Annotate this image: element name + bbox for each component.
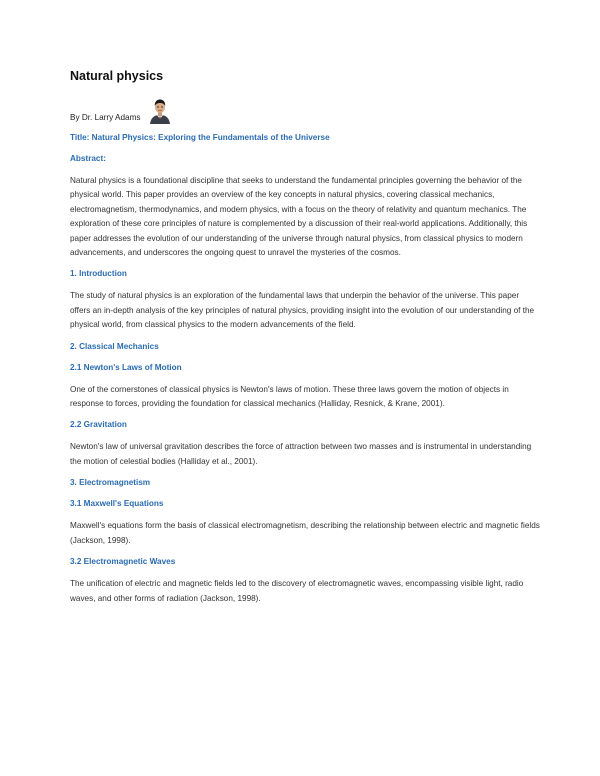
section-text-newtons-laws: One of the cornerstones of classical physics is Newton's laws of motion. These three laws govern the motion of objects in response to forces, providing the foundation for classical mechanics (Halliday, Resnick, & Krane, 2001). — [70, 384, 509, 409]
section-heading-electromagnetic-waves: 3.2 Electromagnetic Waves — [70, 557, 176, 567]
section-heading-newtons-laws: 2.1 Newton's Laws of Motion — [70, 362, 182, 372]
author-name: By Dr. Larry Adams — [70, 113, 141, 122]
paper-title: Title: Natural Physics: Exploring the Fundamentals of the Universe — [70, 133, 330, 142]
section-heading-electromagnetism: 3. Electromagnetism — [70, 478, 151, 488]
section-text-maxwells-equations: Maxwell's equations form the basis of classical electromagnetism, describing the relationship between electric and magnetic fields (Jackson, 1998). — [70, 521, 540, 545]
section-heading-classical-mechanics: 2. Classical Mechanics — [70, 341, 159, 351]
document-title: Natural physics — [70, 69, 164, 83]
author-avatar — [149, 98, 171, 124]
section-heading-gravitation: 2.2 Gravitation — [70, 420, 127, 430]
section-heading-maxwells-equations: 3.1 Maxwell's Equations — [70, 499, 164, 509]
section-text-gravitation: Newton's law of universal gravitation describes the force of attraction between two masses and is instrumental in understanding the motion of celestial bodies (Halliday et al., 2001). — [70, 442, 532, 466]
author-photo-icon — [149, 98, 171, 124]
section-text-introduction: The study of natural physics is an exploration of the fundamental laws that underpin the behavior of the universe. This paper offers an in-depth analysis of the key principles of natural physics, providing insight into the evolution of our understanding of the physical world, from classical physics to the modern advancements of the field. — [70, 291, 535, 330]
author-byline — [70, 98, 540, 124]
section-heading-introduction: 1. Introduction — [70, 269, 127, 279]
abstract-text: Natural physics is a foundational discipline that seeks to understand the fundamental principles governing the behavior of the physical world. This paper provides an overview of the key concepts in natural physics, covering classical mechanics, electromagnetism, thermodynamics, and modern physics, with a focus on the theory of relativity and quantum mechanics. The exploration of these core principles of nature is complemented by a discussion of their real-world applications. Additionally, this paper addresses the evolution of our understanding of the universe through natural physics, from classical physics to modern advancements, and underscores the ongoing quest to unravel the mysteries of the cosmos. — [70, 176, 528, 258]
abstract-heading: Abstract: — [70, 154, 106, 163]
section-text-electromagnetic-waves: The unification of electric and magnetic fields led to the discovery of electromagnetic waves, encompassing visible light, radio waves, and other forms of radiation (Jackson, 1998). — [70, 579, 524, 603]
document-page — [70, 68, 540, 614]
